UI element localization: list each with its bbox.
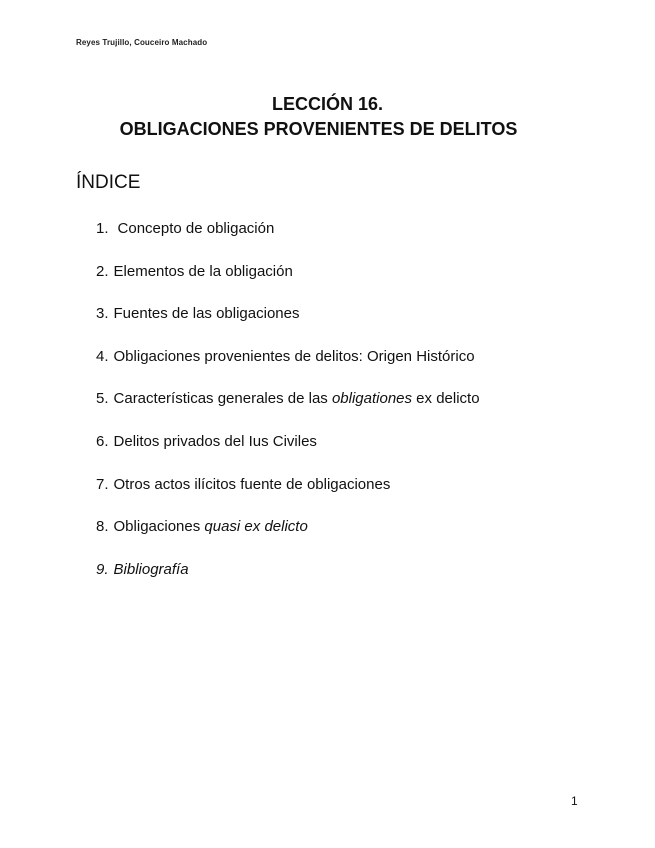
toc-item-number: 1. [96, 220, 109, 237]
toc-item-text: Fuentes de las obligaciones [113, 305, 300, 323]
lesson-subject-title: OBLIGACIONES PROVENIENTES DE DELITOS [119, 119, 518, 139]
toc-item-number: 2. [96, 262, 109, 280]
toc-item-number: 6. [96, 432, 109, 450]
toc-item-italic-term: quasi ex delicto [204, 518, 308, 536]
toc-item-number: 9. [96, 560, 109, 578]
toc-item-text: Elementos de la obligación [113, 262, 293, 280]
toc-item-2[interactable] [96, 262, 480, 305]
toc-item-5[interactable] [96, 389, 480, 432]
toc-item-text: Obligaciones provenientes de delitos: Origen Histórico [113, 347, 475, 365]
toc-item-3[interactable] [96, 304, 480, 347]
toc-item-6[interactable] [96, 432, 480, 475]
toc-item-8[interactable] [96, 517, 480, 560]
toc-item-number: 8. [96, 518, 109, 536]
toc-item-number: 3. [96, 305, 109, 323]
table-of-contents [96, 219, 480, 602]
toc-item-number: 7. [96, 475, 109, 493]
lesson-title [0, 92, 655, 142]
toc-item-text: Concepto de obligación [117, 220, 275, 237]
toc-item-9[interactable] [96, 560, 480, 603]
toc-item-text: Bibliografía [113, 560, 189, 578]
page-number: 1 [571, 794, 578, 808]
toc-item-1[interactable] [96, 219, 480, 262]
toc-item-text: Otros actos ilícitos fuente de obligaciones [113, 475, 391, 493]
toc-item-text: ex delicto [412, 390, 480, 408]
lesson-number-title: LECCIÓN 16. [271, 94, 384, 114]
toc-item-4[interactable] [96, 347, 480, 390]
toc-item-italic-term: obligationes [331, 390, 413, 408]
running-header-authors: Reyes Trujillo, Couceiro Machado [76, 38, 208, 47]
toc-item-7[interactable] [96, 475, 480, 518]
toc-item-number: 5. [96, 390, 109, 408]
toc-item-number: 4. [96, 347, 109, 365]
toc-item-text: Obligaciones [113, 518, 205, 536]
index-heading: ÍNDICE [76, 172, 141, 193]
toc-item-text: Delitos privados del Ius Civiles [113, 432, 317, 450]
toc-item-text: Características generales de las [113, 390, 332, 408]
